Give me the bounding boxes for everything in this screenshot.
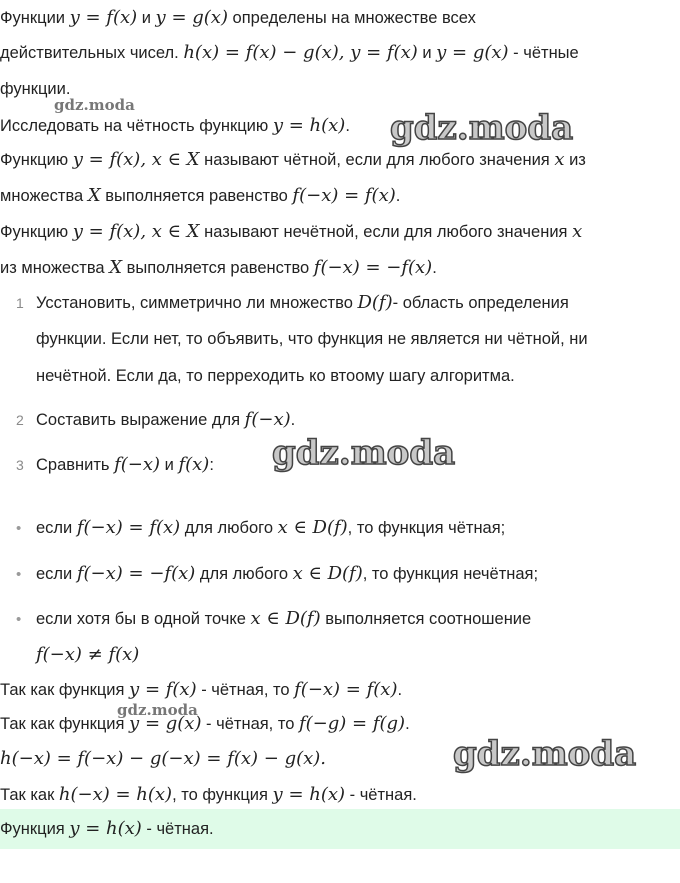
step-2: Составить выражение для f(−x). — [36, 409, 296, 430]
solution-line-3 — [0, 746, 326, 772]
statement-line-1: Функции y = f(x) и y = g(x) определены на множестве всех — [0, 7, 476, 28]
statement-line-2: действительных чисел. h(x) = f(x) − g(x), y = f(x) и y = g(x) - чётные — [0, 42, 579, 63]
math: y = f(x), x ∈ X — [72, 221, 200, 242]
math: f(−g) = f(g) — [299, 713, 406, 734]
math: h(−x) = f(−x) − g(−x) = f(x) − g(x). — [0, 748, 327, 769]
step-number: 3 — [16, 457, 24, 473]
math: f(−x) ≠ f(x) — [36, 644, 140, 665]
math: f(−x) = f(x) — [294, 679, 398, 700]
bullet-mark: • — [16, 520, 22, 537]
math: y = g(x) — [129, 713, 202, 734]
watermark-large: gdz.moda — [272, 433, 456, 473]
math: y = f(x), x ∈ X — [72, 149, 200, 170]
math: x — [572, 221, 583, 242]
step-number: 1 — [16, 295, 24, 311]
math: X — [109, 257, 123, 278]
math: x ∈ D(f) — [292, 563, 363, 584]
even-definition-line-1: Функцию y = f(x), x ∈ X называют чётной, если для любого значения x из — [0, 149, 586, 170]
step-3: Сравнить f(−x) и f(x): — [36, 454, 214, 475]
math: f(−x) = f(x) — [76, 517, 181, 538]
bullet-mark: • — [16, 611, 22, 628]
math: f(−x) — [114, 454, 161, 475]
solution-line-1: Так как функция y = f(x) - чётная, то f(−x) = f(x). — [0, 679, 403, 700]
math: y = f(x) — [129, 679, 197, 700]
step-1-line-1: Усстановить, симметрично ли множество D(f)- область определения — [36, 292, 569, 313]
math: x — [554, 149, 565, 170]
bullet-even: если f(−x) = f(x) для любого x ∈ D(f), то функция чётная; — [36, 517, 506, 538]
even-definition-line-2: множества X выполняется равенство f(−x) = f(x). — [0, 185, 401, 206]
math: D(f) — [357, 292, 393, 313]
solution-line-4: Так как h(−x) = h(x), то функция y = h(x) - чётная. — [0, 784, 417, 805]
math: y = g(x) — [436, 42, 509, 63]
math: x ∈ D(f) — [277, 517, 348, 538]
watermark-small: gdz.moda — [54, 96, 135, 114]
step-1-line-3: нечётной. Если да, то перреходить ко втоому шагу алгоритма. — [36, 367, 515, 385]
math: f(−x) = −f(x) — [76, 563, 196, 584]
math: f(−x) = −f(x) — [313, 257, 433, 278]
answer-line: Функция y = h(x) - чётная. — [0, 818, 214, 839]
math: x ∈ D(f) — [250, 608, 321, 629]
bullet-odd: если f(−x) = −f(x) для любого x ∈ D(f), то функция нечётная; — [36, 563, 539, 584]
step-1-line-2: функции. Если нет, то объявить, что функция не является ни чётной, ни — [36, 330, 588, 348]
watermark-large: gdz.moda — [390, 108, 574, 148]
task-line: Исследовать на чётность функцию y = h(x). — [0, 115, 350, 136]
odd-definition-line-2: из множества X выполняется равенство f(−x) = −f(x). — [0, 257, 437, 278]
watermark-large: gdz.moda — [453, 734, 637, 774]
step-number: 2 — [16, 412, 24, 428]
bullet-neither-line-2 — [36, 642, 139, 668]
math: y = g(x) — [155, 7, 228, 28]
math: f(−x) — [244, 409, 291, 430]
statement-line-3: функции. — [0, 80, 71, 98]
bullet-mark: • — [16, 566, 22, 583]
math: h(−x) = h(x) — [58, 784, 173, 805]
math: f(x) — [178, 454, 210, 475]
math: y = h(x) — [272, 784, 346, 805]
math: y = h(x) — [272, 115, 346, 136]
math: y = h(x) — [69, 818, 142, 839]
math: f(−x) = f(x) — [292, 185, 396, 206]
watermark-small: gdz.moda — [117, 701, 198, 719]
solution-line-2: Так как функция y = g(x) - чётная, то f(−g) = f(g). — [0, 713, 410, 734]
math: y = f(x) — [69, 7, 138, 28]
math: X — [87, 185, 101, 206]
math: h(x) = f(x) − g(x), y = f(x) — [183, 42, 418, 63]
bullet-neither-line-1: если хотя бы в одной точке x ∈ D(f) выполняется соотношение — [36, 608, 532, 629]
odd-definition-line-1: Функцию y = f(x), x ∈ X называют нечётной, если для любого значения x — [0, 221, 583, 242]
